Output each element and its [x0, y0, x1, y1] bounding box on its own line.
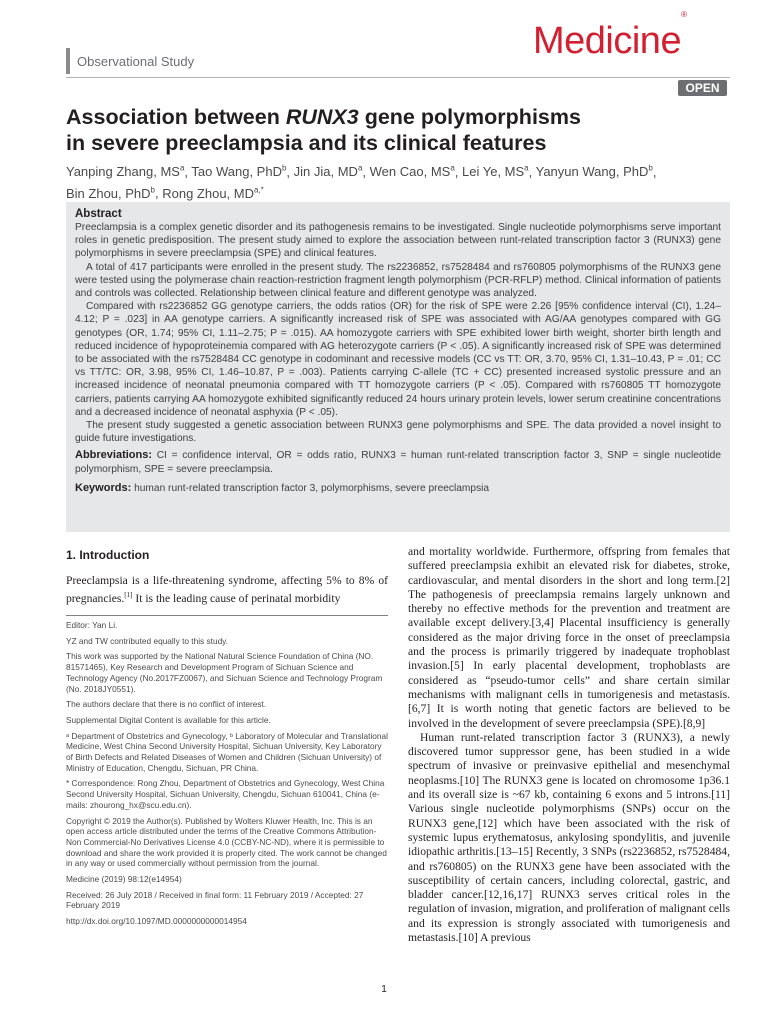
author-list: Yanping Zhang, $MS^a$, Tao Wang, PhD$^b$, Jin Jia, $MD^a$, Wen Cao, $MS^a$, Lei Ye, $MS^a$, Yanyun Wang, PhD$^b$, Bin Zhou, PhD$^b$, Rong Zhou, $MD^{a,*}$: [66, 164, 657, 201]
author: Rong Zhou, $MD^{a,*}$: [162, 185, 264, 201]
title-gene: RUNX3: [285, 105, 359, 129]
keywords: [75, 482, 721, 495]
title-line-2: in severe preeclampsia and its clinical features: [66, 131, 547, 155]
footnote: YZ and TW contributed equally to this study.: [66, 635, 229, 646]
article-type-label: Observational Study: [77, 54, 195, 69]
abstract-paragraph: Compared with rs2236852 GG genotype carriers, the odds ratios (OR) for the risk of SPE were 2.26 [95% confidence interval (CI), 1.24–4.12; P = .023] in AA genotype carriers. A significantly increased risk of SPE was associated with AG/AA genotypes compared with GG genotypes (OR, 1.74; 95% CI, 1.11–2.75; P = .015). AA homozygote carriers with SPE exhibited lower birth weight, shorter birth length and reduced incidence of hypoproteinemia compared with AG heterozygote carriers (P < .05). A significantly increased risk of SPE was determined to be associated with the rs7528484 CC genotype in codominant and recessive models (CC vs TT: OR, 3.70, 95% CI, 1.31–10.43, P = .01; CC vs TT/TC: OR, 3.98, 95% CI, 1.46–10.87, P = .003). Patients carrying C-allele (TC + CC) presented increased systolic pressure and an increased incidence of neonatal pneumonia compared with TT homozygote carriers (P < .05). Compared with rs760805 TT homozygote carriers, patients carrying AA homozygote exhibited significantly reduced 24 hours urinary protein levels, lower serum creatinine concentrations and a decreased incidence of neonatal asphyxia (P < .05).: [75, 301, 721, 418]
author: Tao Wang, PhD$^b$: [191, 164, 287, 180]
footnote: Copyright © 2019 the Author(s). Published by Wolters Kluwer Health, Inc. This is an open access article distributed under the terms of the Creative Commons Attribution-Non Commercial-No Derivatives License 4.0 (CCBY-NC-ND), where it is permissible to download and share the work provided it is properly cited. The work cannot be changed in any way or used commercially without permission from the journal.: [66, 815, 387, 869]
body-paragraph: and mortality worldwide. Furthermore, offspring from females that suffered preeclampsia exhibit an elevated risk for diabetes, stroke, cardiovascular, and mental disorders in the short and long term.[2] The pathogenesis of preeclampsia remains largely unknown and thereby no effective methods for the prevention and treatment are available except delivery.[3,4] Placental insufficiency is generally considered as the major driving force in the onset of preeclampsia and the process is primarily triggered by inadequate trophoblast invasion.[5] In early placental development, trophoblasts are considered as “pseudo-tumor cells” and share certain similar mechanisms with malignant cells in tumorigenesis and metastasis.[6,7] It is worth noting that genetic factors are believed to be involved in the development of severe preeclampsia (SPE).[8,9]: [408, 545, 730, 730]
doi-link[interactable]: http://dx.doi.org/10.1097/MD.0000000000014954: [66, 916, 247, 927]
author: Yanping Zhang, $MS^a$: [66, 164, 185, 180]
abbreviations-text: CI = confidence interval, OR = odds ratio, RUNX3 = human runt-related transcription factor 3, SNP = single nucleotide polymorphism, SPE = severe preeclampsia.: [75, 450, 721, 475]
header-rule: [66, 77, 730, 78]
author: Lei Ye, $MS^a$: [462, 164, 529, 180]
right-column: [408, 545, 730, 945]
footnotes: [66, 620, 388, 932]
author: Yanyun Wang, PhD$^b$: [535, 164, 653, 180]
article-title: [66, 104, 730, 156]
abstract-paragraph: Preeclampsia is a complex genetic disorder and its pathogenesis remains to be investigated. Single nucleotide polymorphisms serve important roles in genetic predisposition. The present study aimed to explore the association between runt-related transcription factor 3 (RUNX3) gene polymorphisms in severe preeclampsia (SPE) and clinical features.: [75, 222, 721, 260]
body-paragraph: Human runt-related transcription factor 3 (RUNX3), a newly discovered tumor suppressor gene, has been studied in a wide spectrum of invasive or preinvasive epithelial and mesenchymal neoplasms.[10] The RUNX3 gene is located on chromosome 1p36.1 and its overall size is ~67 kb, containing 6 exons and 5 introns.[11] Various single nucleotide polymorphisms (SNPs) occur on the RUNX3 gene,[12] which have been associated with the risk of systemic lupus erythematosus, ankylosing spondylitis, and juvenile idiopathic arthritis.[13–15] Recently, 3 SNPs (rs2236852, rs7528484, and rs760805) on the RUNX3 gene have been associated with the susceptibility of certain cancers, including colorectal, gastric, and bladder cancer.[12,16,17] RUNX3 serves critical roles in the regulation of invasion, migration, and proliferation of malignant cells and its expression is strongly associated with tumorigenesis and metastasis.[10] A previous: [408, 730, 730, 945]
footnote: Editor: Yan Li.: [66, 620, 118, 630]
abstract-heading: Abstract: [75, 208, 122, 220]
left-column: [66, 548, 388, 606]
abstract-paragraph: The present study suggested a genetic association between RUNX3 gene polymorphisms and SPE. The data provided a novel insight to guide future investigations.: [75, 420, 721, 445]
journal-logo: [533, 10, 687, 63]
footnote-rule: [66, 615, 388, 616]
body-paragraph: Preeclampsia is a life-threatening syndrome, affecting 5% to 8% of pregnancies.[1] It is the leading cause of perinatal morbidity: [66, 574, 388, 606]
abbreviations: [75, 449, 721, 475]
abstract-box: [66, 202, 730, 532]
author: Wen Cao, $MS^a$: [369, 164, 455, 180]
title-part-1: Association between: [66, 105, 286, 129]
footnote: This work was supported by the National Natural Science Foundation of China (NO. 81571465), Key Research and Development Program of Sichuan Science and Technology Agency (No.2017FZ0067), and Sichuan Science and Technology Program (No. 2018JY0551).: [66, 651, 383, 694]
footnote: Medicine (2019) 98:12(e14954): [66, 874, 182, 885]
keywords-text: human runt-related transcription factor 3, polymorphisms, severe preeclampsia: [131, 482, 490, 494]
keywords-label: Keywords:: [75, 481, 132, 494]
header-accent-bar: [66, 48, 70, 74]
footnote: The authors declare that there is no conflict of interest.: [66, 699, 267, 710]
citation-link[interactable]: [1]: [124, 591, 133, 600]
abbreviations-label: Abbreviations:: [75, 449, 153, 462]
footnote: ᵃ Department of Obstetrics and Gynecology, ᵇ Laboratory of Molecular and Translational Medicine, West China Second University Hospital, Sichuan University, Key Laboratory of Birth Defects and Related Diseases of Women and Children (Sichuan University) of Ministry of Education, Chengdu, Sichuan, PR China.: [66, 730, 388, 773]
page-number: 1: [381, 984, 387, 995]
author: Jin Jia, $MD^a$: [293, 164, 363, 180]
author: Bin Zhou, PhD$^b$: [66, 185, 155, 201]
title-part-2: gene polymorphisms: [358, 105, 581, 129]
footnote: Supplemental Digital Content is available for this article.: [66, 714, 271, 725]
open-access-badge: OPEN: [678, 80, 727, 96]
registered-mark: ®: [681, 10, 687, 20]
journal-name: Medicine: [533, 20, 682, 62]
abstract-paragraph: A total of 417 participants were enrolled in the present study. The rs2236852, rs7528484 and rs760805 polymorphisms of the RUNX3 gene were tested using the polymerase chain reaction-restriction fragment length polymorphism (PCR-RFLP) method. Clinical information of patients and controls was collected. Relationship between clinical feature and different genotype was analyzed.: [75, 261, 721, 300]
footnote: * Correspondence: Rong Zhou, Department of Obstetrics and Gynecology, West China Second University Hospital, Sichuan University, Chengdu, Sichuan 610041, China (e-mails: zhourong_hx@scu.edu.cn).: [66, 778, 385, 810]
section-heading: 1. Introduction: [66, 548, 150, 562]
footnote: Received: 26 July 2018 / Received in final form: 11 February 2019 / Accepted: 27 February 2019: [66, 889, 364, 911]
